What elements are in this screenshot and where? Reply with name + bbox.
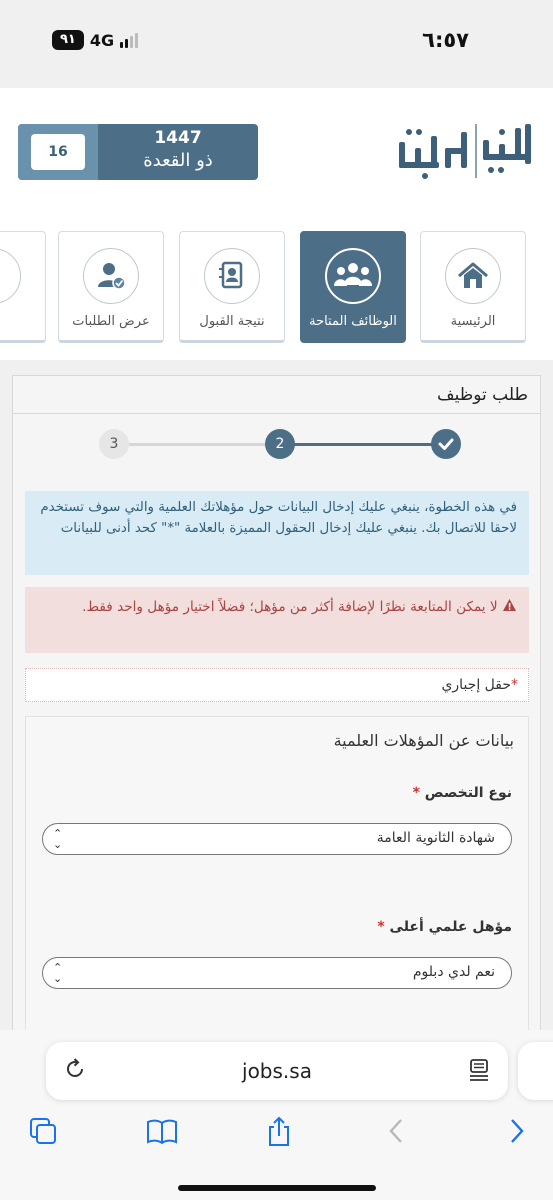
specialty-type-value: شهادة الثانوية العامة <box>376 830 495 846</box>
nav-label-results: نتيجة القبول <box>199 314 265 329</box>
result-icon <box>204 248 260 304</box>
nav-label-applications: عرض الطلبات <box>72 314 150 329</box>
step-1-complete <box>431 429 461 459</box>
required-field-note <box>25 668 529 702</box>
chevron-updown-icon: ⌃ ⌄ <box>53 827 63 851</box>
step-line-pending <box>113 443 273 446</box>
forward-icon[interactable] <box>506 1116 528 1150</box>
higher-qualification-select[interactable] <box>42 957 512 989</box>
next-tab-preview[interactable] <box>518 1042 553 1100</box>
home-indicator <box>178 1185 376 1191</box>
nav-item-jobs[interactable] <box>300 231 406 343</box>
url-text: jobs.sa <box>242 1059 312 1083</box>
user-check-icon <box>83 248 139 304</box>
error-text: لا يمكن المتابعة نظرًا لإضافة أكثر من مؤهل؛ فضلاً اختيار مؤهل واحد فقط. <box>82 599 498 615</box>
date-year: 1447 <box>154 128 202 148</box>
network-label: 4G <box>89 30 115 50</box>
site-header <box>0 88 553 360</box>
hijri-date <box>18 124 258 180</box>
step-progress <box>13 414 540 474</box>
signal-icon <box>120 32 138 48</box>
home-icon <box>445 248 501 304</box>
step-3: 3 <box>99 429 129 459</box>
share-icon[interactable] <box>265 1116 293 1152</box>
address-bar[interactable] <box>46 1042 508 1100</box>
date-month: ذو القعدة <box>143 150 213 171</box>
partial-icon <box>0 248 21 304</box>
application-form <box>12 375 541 1035</box>
network-status <box>52 30 138 50</box>
main-nav <box>0 231 553 346</box>
chevron-updown-icon: ⌃ ⌄ <box>53 961 63 985</box>
date-text <box>98 124 258 180</box>
specialty-type-label: نوع التخصص * <box>412 785 512 801</box>
browser-toolbar <box>0 1030 553 1200</box>
site-logo[interactable] <box>395 118 535 184</box>
group-icon <box>325 248 381 304</box>
qualifications-panel <box>25 716 529 1036</box>
higher-qualification-value: نعم لدي دبلوم <box>412 964 495 980</box>
nav-item-home[interactable] <box>420 231 526 343</box>
required-mark: * <box>511 677 518 693</box>
nav-item-partial[interactable] <box>0 231 46 343</box>
error-alert <box>25 587 529 653</box>
check-icon <box>431 429 461 459</box>
section-title: بيانات عن المؤهلات العلمية <box>333 731 514 750</box>
status-bar <box>0 0 553 86</box>
date-day-box <box>18 124 98 180</box>
tabs-icon[interactable] <box>28 1116 58 1150</box>
nav-item-results[interactable] <box>179 231 285 343</box>
warning-icon <box>498 599 517 615</box>
higher-qualification-label: مؤهل علمي أعلى * <box>377 919 512 935</box>
nav-item-applications[interactable] <box>58 231 164 343</box>
nav-label-jobs: الوظائف المتاحة <box>309 314 397 329</box>
bookmarks-icon[interactable] <box>145 1116 179 1150</box>
form-title: طلب توظيف <box>13 376 540 414</box>
step-line-done <box>293 443 443 446</box>
nav-label-home: الرئيسية <box>450 314 496 329</box>
required-note-text: حقل إجباري <box>441 677 511 693</box>
step-2: 2 <box>265 429 295 459</box>
back-icon[interactable] <box>385 1116 407 1150</box>
date-day: 16 <box>31 134 85 170</box>
battery-indicator: ٩١ <box>52 30 84 50</box>
reader-icon[interactable] <box>468 1058 490 1086</box>
clock: ٦:٥٧ <box>422 28 469 52</box>
info-alert: في هذه الخطوة، ينبغي عليك إدخال البيانات حول مؤهلاتك العلمية والتي سوف تستخدم لاحقا للاتصال بك. ينبغي عليك إدخال الحقول المميزة بالعلامة "*" كحد أدنى للبيانات <box>25 491 529 575</box>
specialty-type-select[interactable] <box>42 823 512 855</box>
